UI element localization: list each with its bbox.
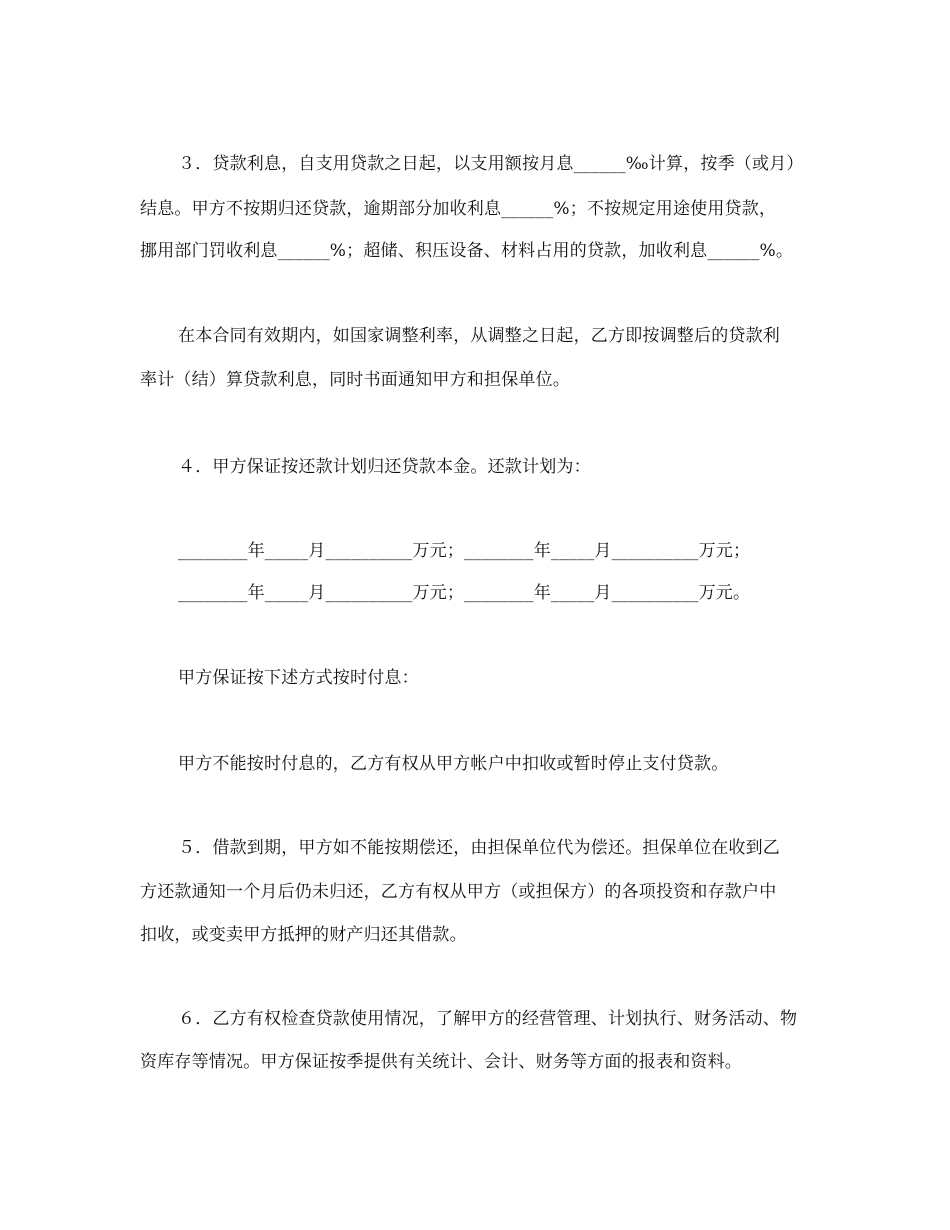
repayment-plan-row-1: ________年_____月__________万元；________年_____月__________万元； xyxy=(178,541,751,561)
section-6-line-1: ６．乙方有权检查贷款使用情况，了解甲方的经营管理、计划执行、财务活动、物 xyxy=(178,1009,798,1029)
section-4-line-1: ４．甲方保证按还款计划归还贷款本金。还款计划为： xyxy=(178,457,591,477)
section-6-line-2: 资库存等情况。甲方保证按季提供有关统计、会计、财务等方面的报表和资料。 xyxy=(140,1052,742,1072)
section-5-line-1: ５．借款到期，甲方如不能按期偿还，由担保单位代为偿还。担保单位在收到乙 xyxy=(178,838,780,858)
section-5-line-2: 方还款通知一个月后仍未归还，乙方有权从甲方（或担保方）的各项投资和存款户中 xyxy=(140,882,777,902)
rate-adjust-line-2: 率计（结）算贷款利息，同时书面通知甲方和担保单位。 xyxy=(140,370,570,390)
rate-adjust-line-1: 在本合同有效期内，如国家调整利率，从调整之日起，乙方即按调整后的贷款利 xyxy=(178,326,780,346)
section-3-line-1: ３．贷款利息，自支用贷款之日起，以支用额按月息______‰计算，按季（或月） xyxy=(178,154,804,174)
section-5-line-3: 扣收，或变卖甲方抵押的财产归还其借款。 xyxy=(140,925,467,945)
interest-payment-line: 甲方保证按下述方式按时付息： xyxy=(178,668,419,688)
section-3-line-2: 结息。甲方不按期归还贷款，逾期部分加收利息______%；不按规定用途使用贷款， xyxy=(140,199,777,219)
section-3-line-3: 挪用部门罚收利息______%；超储、积压设备、材料占用的贷款，加收利息______%。 xyxy=(140,241,794,261)
late-interest-line: 甲方不能按时付息的，乙方有权从甲方帐户中扣收或暂时停止支付贷款。 xyxy=(178,754,729,774)
repayment-plan-row-2: ________年_____月__________万元；________年_____月__________万元。 xyxy=(178,583,751,603)
